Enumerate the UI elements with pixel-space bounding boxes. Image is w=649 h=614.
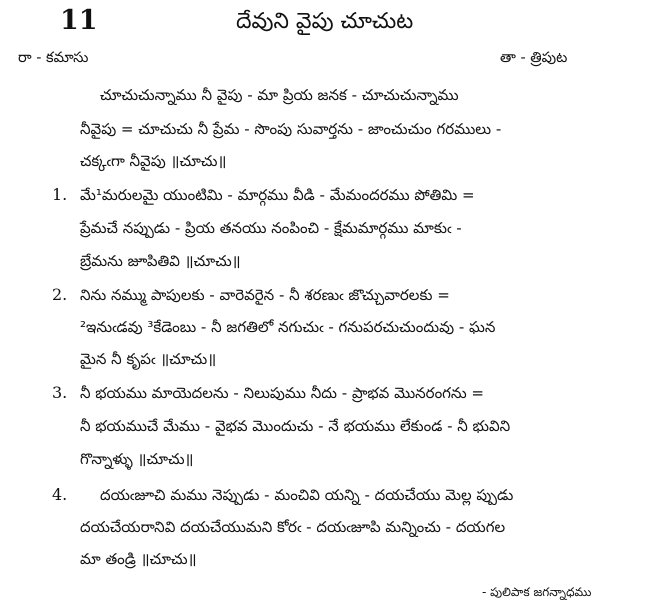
- pallavi-line: చక్కఁగా నీవైపు ॥చూచు॥: [80, 152, 227, 170]
- verse-line: దయచేయరానివి దయచేయుమని కోరఁ - దయఁజూపి మన్నించు - దయగల: [80, 518, 506, 536]
- verse-number: 2.: [52, 285, 68, 304]
- verse-line: ²ఇనుఁడవు ³కేడెంబు - నీ జగతిలో నగుచుఁ - గనుపరచుచుందువు - ఘన: [80, 318, 496, 336]
- verse-line: నీ భయము మాయెదలను - నిలుపుము నీదు - ప్రాభవ మొనరంగను =: [80, 384, 484, 402]
- raga-label: రా - కమాసు: [18, 50, 89, 66]
- verse-number: 3.: [52, 383, 68, 402]
- verse-line: గొన్నాళ్ళు ॥చూచు॥: [80, 450, 194, 468]
- verse-line: మైన నీ కృపఁ ॥చూచు॥: [80, 350, 217, 368]
- verse-number: 4.: [52, 485, 68, 504]
- verse-line: నీ భయముచే మేము - వైభవ మొందుచు - నే భయము లేకుండ - నీ భువిని: [80, 417, 511, 435]
- verse-line: దయఁజూచి మము నెప్పుడు - మంచివి యన్ని - దయచేయు మెల్ల ప్పుడు: [100, 486, 514, 504]
- author-credit: - పులిపాక జగన్నాధము: [482, 585, 592, 599]
- song-number: 11: [60, 5, 98, 36]
- verse-number: 1.: [52, 185, 68, 204]
- song-title: దేవుని వైపు చూచుట: [236, 9, 414, 34]
- verse-line: మా తండ్రి ॥చూచు॥: [80, 550, 197, 568]
- pallavi-line: నీవైపు = చూచుచు నీ ప్రేమ - సొంపు సువార్తను - జాంచుచుం గరములు -: [80, 120, 502, 138]
- verse-line: మే¹మరులమై యుంటిమి - మార్గము వీడి - మేమందరము పోతిమి =: [80, 186, 475, 204]
- tala-label: తా - త్రిపుట: [500, 50, 568, 66]
- pallavi-line: చూచుచున్నాము నీ వైపు - మా ప్రియ జనక - చూచుచున్నాము: [100, 86, 459, 104]
- verse-line: నిను నమ్ము పాపులకు - వారెవరైన - నీ శరణుఁ జొచ్చువారలకు =: [80, 286, 450, 304]
- verse-line: ప్రేమచే నప్పుడు - ప్రియ తనయు నంపించి - క్షేమమార్గము మాకుఁ -: [80, 219, 462, 237]
- verse-line: బ్రేమను జూపితివి ॥చూచు॥: [80, 252, 241, 270]
